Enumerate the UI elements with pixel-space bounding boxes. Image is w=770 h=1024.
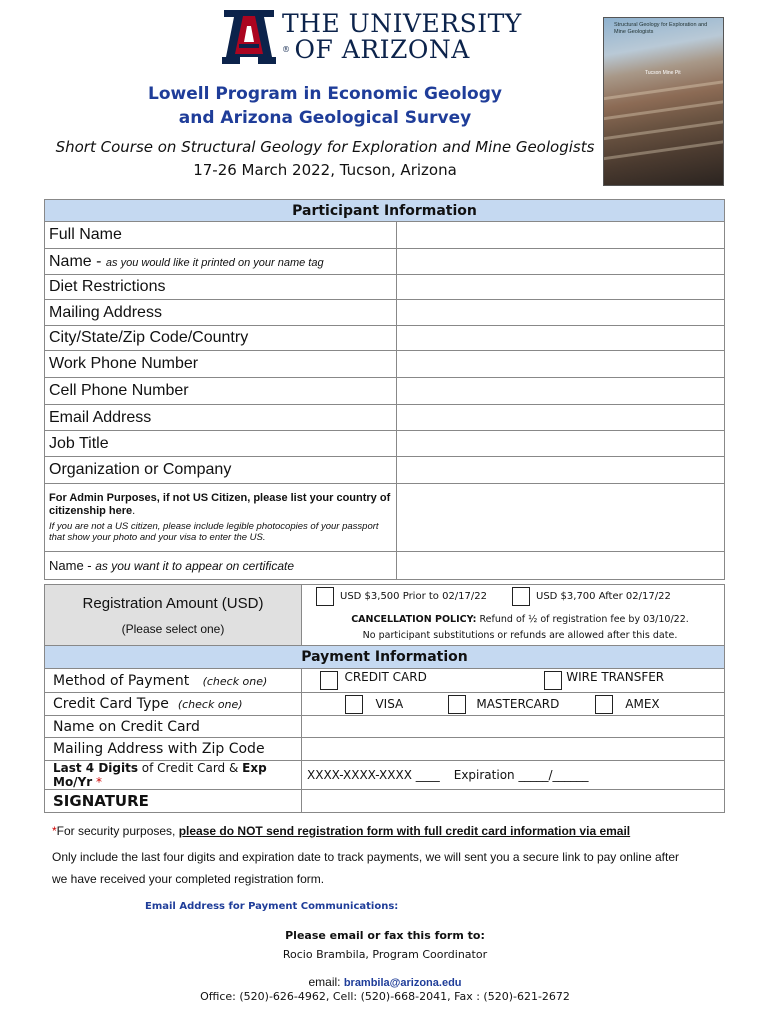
citizenship-row [45,484,725,552]
option-early-checkbox[interactable] [316,587,334,606]
visa-label: VISA [375,697,404,712]
job-title-label: Job Title [45,431,397,457]
badge-name-row [45,249,725,275]
wire-transfer-checkbox[interactable] [544,671,562,690]
mastercard-label: MASTERCARD [476,697,560,712]
organization-label: Organization or Company [45,457,397,484]
card-digits-label: Last 4 Digits of Credit Card & Exp Mo/Yr * [45,761,302,790]
full-name-field[interactable] [397,222,725,249]
block-a-logo-icon [222,10,276,64]
option-late-checkbox[interactable] [512,587,530,606]
certificate-name-row [45,552,725,580]
mailing-zip-label: Mailing Address with Zip Code [45,738,302,761]
card-type-row [45,693,725,716]
payment-email-label: Email Address for Payment Communications: [145,901,399,912]
cancellation-policy: CANCELLATION POLICY: Refund of ½ of registration fee by 03/10/22. No participant substitutions or refunds are allowed after this date. [351,614,689,641]
course-title: Short Course on Structural Geology for Exploration and Mine Geologists [55,138,595,156]
amex-label: AMEX [625,697,660,712]
work-phone-label: Work Phone Number [45,351,397,378]
security-note: *For security purposes, please do NOT send registration form with full credit card information via email [52,824,631,838]
registration-options [302,585,725,647]
job-title-field[interactable] [397,431,725,457]
citizenship-field[interactable] [397,484,725,552]
course-cover-image: Structural Geology for Exploration and Mine Geologists Tucson Mine Pit [603,17,724,186]
work-phone-field[interactable] [397,351,725,378]
university-name: THE UNIVERSITY ® OF ARIZONA [282,9,522,64]
city-label: City/State/Zip Code/Country [45,326,397,351]
citizenship-label: For Admin Purposes, if not US Citizen, please list your country of citizenship here. If you are not a US citizen, please include legible photocopies of your passport that show your photo and your visa to enter the US. [45,484,397,552]
payment-info-heading: Payment Information [45,646,725,669]
option-early-label: USD $3,500 Prior to 02/17/22 [340,591,487,602]
mailing-zip-field[interactable] [302,738,725,761]
option-late-label: USD $3,700 After 02/17/22 [536,591,671,602]
payment-method-row [45,669,725,693]
email-field[interactable] [397,405,725,431]
card-digits-field[interactable] [302,761,725,790]
payment-info-table [44,645,725,813]
credit-card-checkbox[interactable] [320,671,338,690]
organization-field[interactable] [397,457,725,484]
mailing-address-field[interactable] [397,300,725,326]
name-on-card-field[interactable] [302,716,725,738]
amex-checkbox[interactable] [595,695,613,714]
email-label: Email Address [45,405,397,431]
mastercard-checkbox[interactable] [448,695,466,714]
wire-transfer-label: WIRE TRANSFER [566,669,665,684]
credit-card-label: CREDIT CARD [344,669,427,684]
badge-name-field[interactable] [397,249,725,275]
expiration-field: Expiration _____/______ [453,768,589,782]
full-name-row [45,222,725,249]
card-type-label: Credit Card Type (check one) [45,693,302,716]
program-title: Lowell Program in Economic Geology and Arizona Geological Survey [148,84,502,128]
diet-field[interactable] [397,275,725,300]
registration-table [44,584,725,647]
name-on-card-label: Name on Credit Card [45,716,302,738]
page-header [0,0,770,200]
card-mask: XXXX-XXXX-XXXX ____ [307,768,440,782]
visa-checkbox[interactable] [345,695,363,714]
email-link[interactable]: brambila@arizona.edu [343,977,462,989]
submit-instructions: Please email or fax this form to: [285,929,485,942]
signature-label: SIGNATURE [45,790,302,813]
course-dates: 17-26 March 2022, Tucson, Arizona [193,161,457,179]
contact-phones: Office: (520)-626-4962, Cell: (520)-668-2041, Fax : (520)-621-2672 [200,990,570,1003]
certificate-name-field[interactable] [397,552,725,580]
university-logo [222,10,522,64]
participant-info-table [44,199,725,580]
signature-row [45,790,725,813]
city-field[interactable] [397,326,725,351]
contact-email: email: brambila@arizona.edu [308,975,462,989]
card-digits-row [45,761,725,790]
signature-field[interactable] [302,790,725,813]
registration-amount-label: Registration Amount (USD) (Please select one) [45,585,302,647]
badge-name-label: Name - as you would like it printed on your name tag [45,249,397,275]
full-name-label: Full Name [45,222,397,249]
payment-method-label: Method of Payment (check one) [45,669,302,693]
mailing-address-label: Mailing Address [45,300,397,326]
certificate-name-label: Name - as you want it to appear on certificate [45,552,397,580]
cell-phone-field[interactable] [397,378,725,405]
cell-phone-label: Cell Phone Number [45,378,397,405]
diet-label: Diet Restrictions [45,275,397,300]
payment-instructions: Only include the last four digits and expiration date to track payments, we will sent you a secure link to pay online after we have received your completed registration form. [52,850,679,886]
coordinator-name: Rocio Brambila, Program Coordinator [282,948,488,961]
participant-info-heading: Participant Information [45,200,725,222]
